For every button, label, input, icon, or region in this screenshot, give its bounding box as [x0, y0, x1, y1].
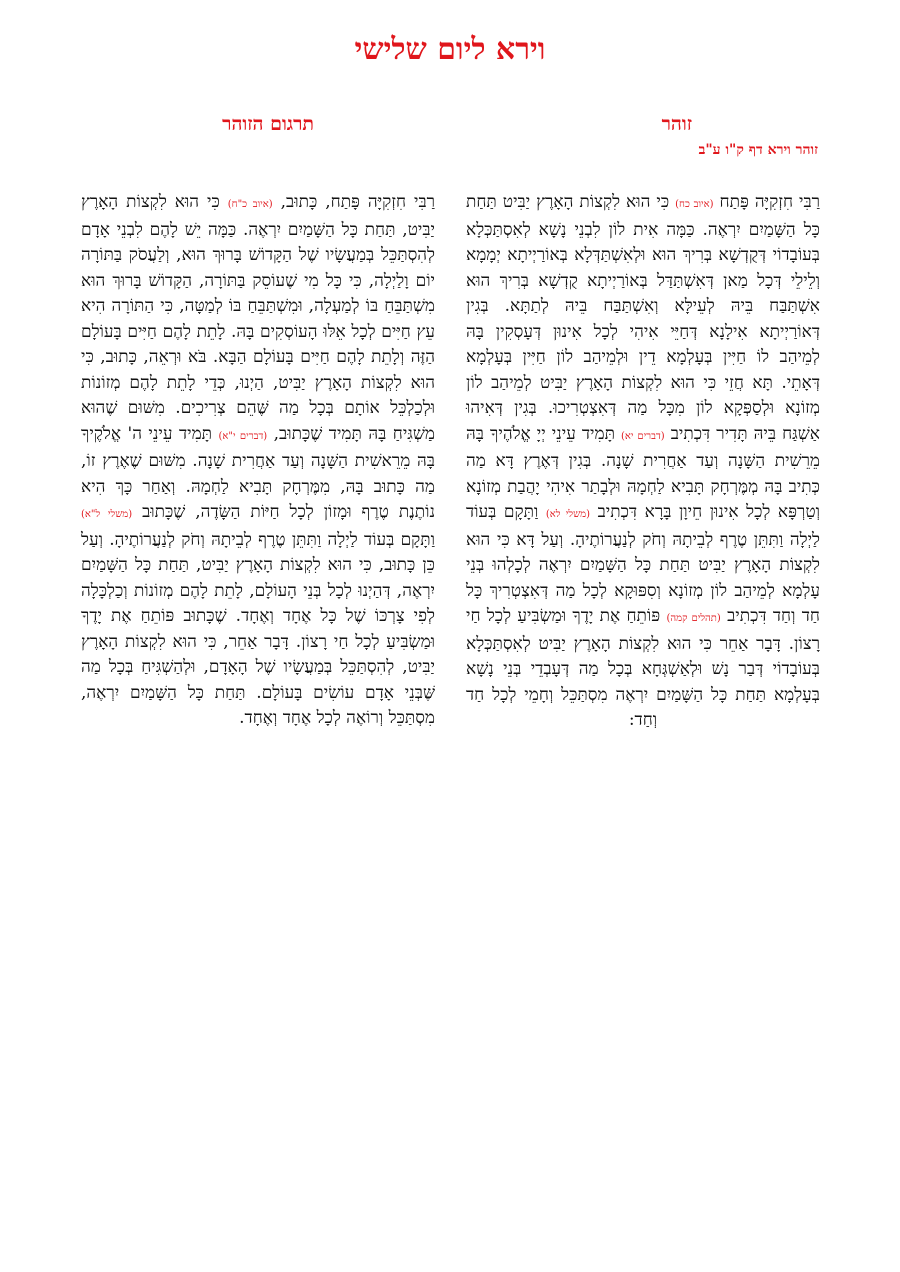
zohar-text-segment: תָּמִיד עֵינֵי יְיָ אֱלֹהֶיךָ בָּהּ מֵרֵשִׁית הַשָּׁנָה וְעַד אַחֲרִית שָׁנָה. בְּגִין דְּאֶרֶץ דָּא מַה כְּתִיב בָּהּ מְמֶּרְחָק תָּבִיא לַחְמָהּ וּלְבָתַר אִיהִי יָהֲבַת מְזוֹנָא וְטַרְפָּא לְכָל אִינוּן חֵיוָן בָּרָא דִּכְתִיב — [466, 423, 820, 522]
verse-reference: (תהלים קמה) — [666, 613, 721, 624]
translation-text-column — [81, 190, 435, 732]
zohar-text-segment: כִּי הוּא לִקְצוֹת הָאָרֶץ יַבִּיט תַּחַת כָּל הַשָּׁמַיִם יִרְאֶה. כַּמָּה אִית לוֹן לִבְנֵי נָשָׁא לְאִסְתַּכְּלָא בְּעוֹבָדוֹי דְּקֻדְשָׁא בְּרִיךְ הוּא וּלְאִשְׁתַּדְּלָא בְּאוֹרַיְיתָא יְמָמָא וְלֵילֵי דְּכָל מַאן דְּאִשְׁתַּדַּל בְּאוֹרַיְיתָא קֻדְשָׁא בְּרִיךְ הוּא אִשְׁתַּבַּח בֵּיהּ לְעֵילָּא וְאִשְׁתַּבַּח בֵּיהּ לְתַתָּא. בְּגִין דְּאוֹרַיְיתָא אִילָנָא דְּחַיֵּי אִיהִי לְכָל אִינוּן דְּעָסְקִין בָּהּ לְמֵיהַב לוֹ חַיִּין בְּעָלְמָא דֵין וּלְמֵיהַב לוֹן חַיִּין בְּעָלְמָא דְּאָתֵי. תָּא חֲזֵי כִּי הוּא לִקְצוֹת הָאָרֶץ יַבִּיט לְמֵיהַב לוֹן מְזוֹנָא וּלְסַפְּקָא לוֹן מִכָּל מַה דְּאִצְטְרִיכוּ. בְּגִין דְּאִיהוּ אַשְׁגַּח בֵּיהּ תָּדִיר דִּכְתִיב — [466, 192, 821, 444]
translation-text-segment: כִּי הוּא לִקְצוֹת הָאָרֶץ יַבִּיט, תַּחַת כָּל הַשָּׁמַיִם יִרְאֶה. כַּמָּה יֵשׁ לָהֶם לִבְנֵי אָדָם לְהִסְתַּכֵּל בְּמַעֲשָׂיו שֶׁל הַקָּדוֹשׁ בָּרוּךְ הוּא, וְלַעֲסֹק בַּתּוֹרָה יוֹם וָלַיְלָה, כִּי כָּל מִי שֶׁעוֹסֵק בַּתּוֹרָה, הַקָּדוֹשׁ בָּרוּךְ הוּא מִשְׁתַּבֵּחַ בּוֹ לְמַעְלָה, וּמִשְׁתַּבֵּחַ בּוֹ לְמַטָּה, כִּי הַתּוֹרָה הִיא עֵץ חַיִּים לְכָל אֵלּוּ הָעוֹסְקִים בָּהּ. לָתֵת לָהֶם חַיִּים בָּעוֹלָם הַזֶּה וְלָתֵת לָהֶם חַיִּים בָּעוֹלָם הַבָּא. בֹּא וּרְאֵה, כָּתוּב, כִּי הוּא לִקְצוֹת הָאָרֶץ יַבִּיט, הַיְנוּ, כְּדֵי לָתֵת לָהֶם מְזוֹנוֹת וּלְכַלְכֵּל אוֹתָם בְּכָל מַה שֶּׁהֵם צְרִיכִים. מִשּׁוּם שֶׁהוּא מַשְׁגִּיחַ בָּהּ תָּמִיד שֶׁכָּתוּב, — [81, 192, 435, 444]
verse-reference: (משלי לא) — [545, 509, 591, 520]
verse-reference: (משלי ל"א) — [81, 509, 133, 520]
zohar-text-column — [466, 190, 820, 734]
zohar-source-reference: זוהר וירא דף ק"ו ע"ב — [698, 142, 818, 158]
zohar-column-title: זוהר — [661, 113, 692, 135]
zohar-text-segment: וַתָּקָם בְּעוֹד לַיְלָה וַתִּתֵּן טֶרֶף לְבֵיתָהּ וְחֹק לְנַעֲרוֹתֶיהָ. וְעַל דָּא כִּי הוּא לִקְצוֹת הָאָרֶץ יַבִּיט תַּחַת כָּל הַשָּׁמַיִם יִרְאֶה לְכָלְהוּ בְּנֵי עָלְמָא לְמֵיהַב לוֹן מְזוֹנָא וְסִפּוּקָא לְכָל מַה דְּאִצְטְרִיךְ כָּל חַד וְחַד דִּכְתִיב — [466, 502, 820, 626]
verse-reference: (איוב כח) — [675, 199, 714, 210]
translation-text-segment: וַתָּקָם בְּעוֹד לַיְלָה וַתִּתֵּן טֶרֶף לְבֵיתָהּ וְחֹק לְנַעֲרוֹתֶיהָ. וְעַל כֵּן כָּתוּב, כִּי הוּא לִקְצוֹת הָאָרֶץ יַבִּיט, תַּחַת כָּל הַשָּׁמַיִם יִרְאֶה, דְּהַיְנוּ לְכָל בְּנֵי הָעוֹלָם, לָתֵת לָהֶם מְזוֹנוֹת וְכַלְכָּלָה לְפִי צָרְכּוֹ שֶׁל כָּל אֶחָד וְאֶחָד. שֶׁכָּתוּב פּוֹתֵחַ אֶת יָדֶךָ וּמַשְׂבִּיעַ לְכָל חַי רָצוֹן. דָּבָר אַחֵר, כִּי הוּא לִקְצוֹת הָאָרֶץ יַבִּיט, לְהִסְתַּכֵּל בְּמַעֲשָׂיו שֶׁל הָאָדָם, וּלְהַשְׁגִּיחַ בְּכָל מַה שֶּׁבְּנֵי אָדָם עוֹשִׂים בָּעוֹלָם. תַּחַת כָּל הַשָּׁמַיִם יִרְאֶה, מִסְתַּכֵּל וְרוֹאֶה לְכָל אֶחָד וְאֶחָד. — [81, 529, 435, 728]
translation-column-title: תרגום הזוהר — [222, 113, 314, 135]
translation-text-segment: תָּמִיד עֵינֵי ה' אֱלֹקֶיךָ בָּהּ מֵרֵאשִׁית הַשָּׁנָה וְעַד אַחֲרִית שָׁנָה. מִשּׁוּם שֶׁאֶרֶץ זוֹ, מַה כָּתוּב בָּהּ, מִמֶּרְחָק תָּבִיא לַחְמָהּ. וְאַחַר כָּךְ הִיא נוֹתֶנֶת טֶרֶף וּמָזוֹן לְכָל חַיּוֹת הַשָּׂדֶה, שֶׁכָּתוּב — [81, 423, 436, 522]
page-title: וירא ליום שלישי — [354, 32, 546, 67]
verse-reference: (דברים יא) — [620, 430, 665, 442]
verse-reference: (איוב כ"ח) — [227, 199, 273, 210]
translation-text-segment: רַבִּי חִזְקִיָּה פָּתַח, כָּתוּב, — [280, 192, 435, 212]
zohar-text-segment: פּוֹתֵחַ אֶת יָדֶךָ וּמַשְׂבִּיעַ לְכָל חַי רָצוֹן. דָּבָר אַחֵר כִּי הוּא לִקְצוֹת הָאָרֶץ יַבִּיט לְאִסְתַּכְּלָא בְּעוֹבָדוֹי דְּבַר נָשׁ וּלְאַשְׁגְּחָא בְּכָל מַה דְּעָבְדֵי בְּנֵי נָשָׁא בְּעָלְמָא תַּחַת כָּל הַשָּׁמַיִם יִרְאֶה מִסְתַּכֵּל וְחָמֵי לְכָל חַד וְחַד: — [466, 606, 820, 730]
zohar-text-segment: רַבִּי חִזְקִיָּה פָּתַח — [719, 192, 820, 212]
verse-reference: (דברים י"א) — [218, 430, 268, 442]
